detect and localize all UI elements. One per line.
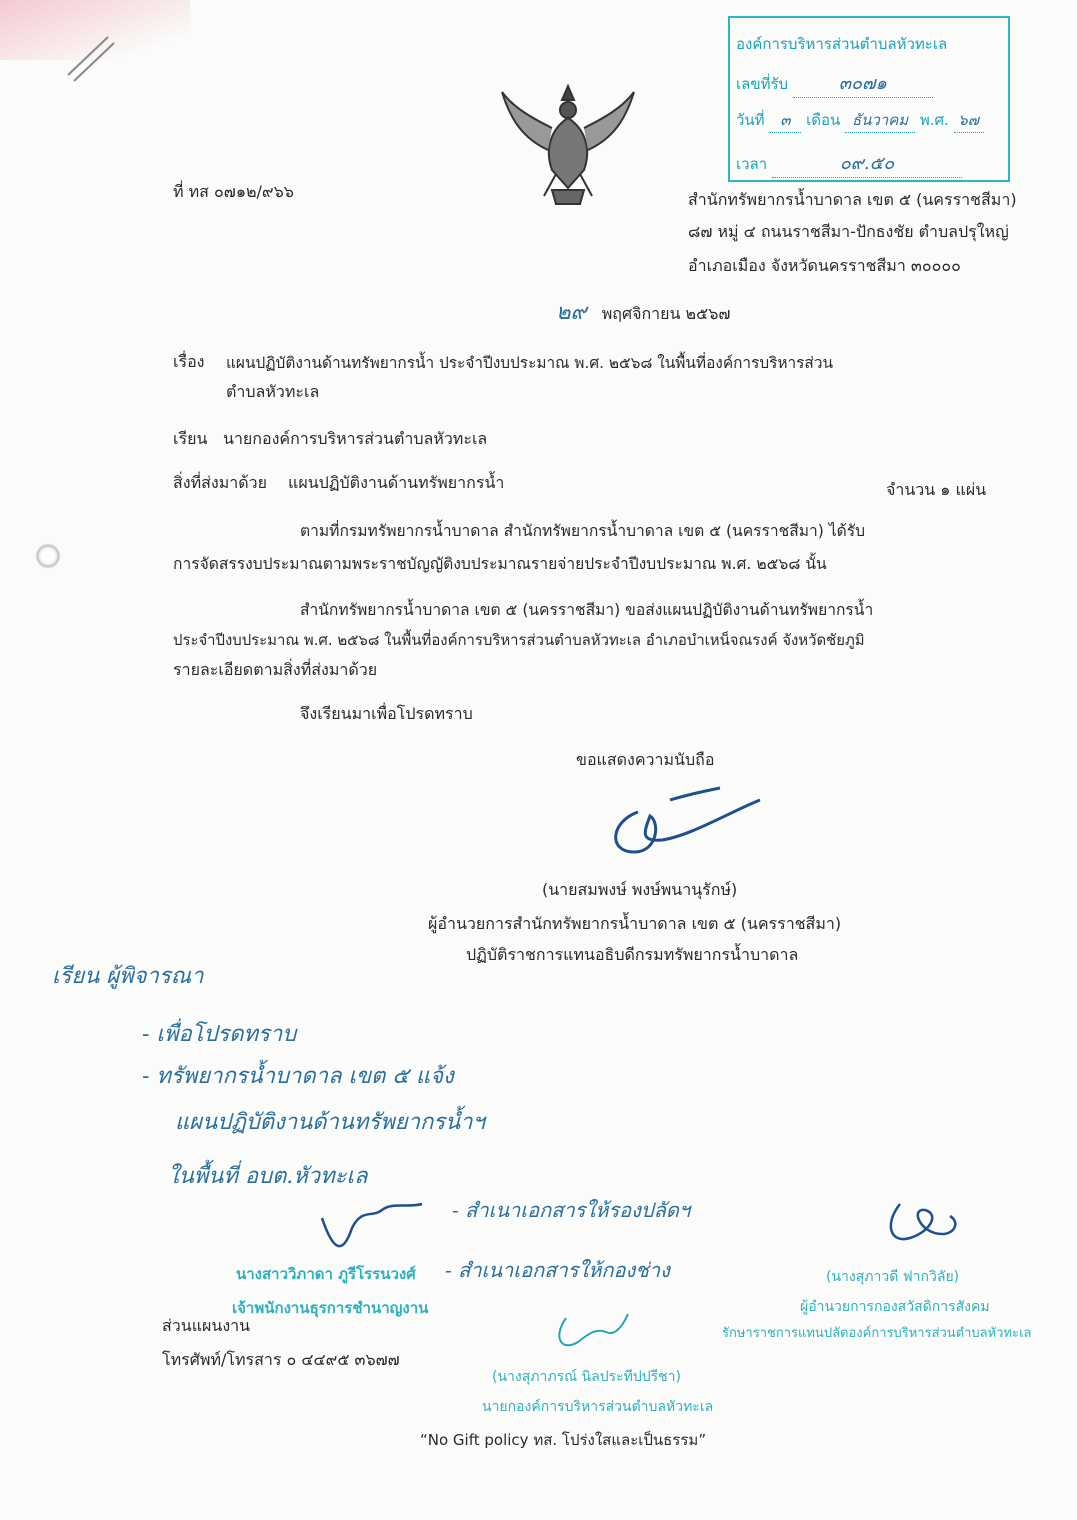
stamp-date-row [736,108,984,133]
receipt-stamp [728,16,1010,182]
stamp-time-value: ๐๙.๕๐ [772,148,962,178]
to-label: เรียน [173,429,208,448]
para3: จึงเรียนมาเพื่อโปรดทราบ [300,704,473,723]
deputy-name: (นางสุภาวดี ฟากวิลัย) [826,1269,960,1285]
para1-line2: การจัดสรรงบประมาณตามพระราชบัญญัติงบประมาณรายจ่ายประจำปีงบประมาณ พ.ศ. ๒๕๖๘ นั้น [173,555,827,573]
para1-line1: ตามที่กรมทรัพยากรน้ำบาดาล สำนักทรัพยากรน้ำบาดาล เขต ๕ (นครราชสีมา) ได้รับ [300,522,866,540]
para2-line1: สำนักทรัพยากรน้ำบาดาล เขต ๕ (นครราชสีมา) ขอส่งแผนปฏิบัติงานด้านทรัพยากรน้ำ [300,601,874,619]
stamp-time-label: เวลา [736,155,768,173]
clerk-title: เจ้าพนักงานธุรการชำนาญงาน [232,1299,429,1317]
handwritten-note-line2: - เพื่อโปรดทราบ [142,1022,297,1047]
handwritten-note-line3: - ทรัพยากรน้ำบาดาล เขต ๕ แจ้ง [142,1064,454,1089]
enclosure-value: แผนปฏิบัติงานด้านทรัพยากรน้ำ [288,473,505,492]
sender-address-line2: ๘๗ หมู่ ๔ ถนนราชสีมา-ปักธงชัย ตำบลปรุใหญ่ [688,222,1009,241]
deputy-title2: รักษาราชการแทนปลัดองค์การบริหารส่วนตำบลหัวทะเล [722,1326,1032,1341]
stamp-time-row [736,148,962,178]
department: ส่วนแผนงาน [162,1316,251,1335]
subject-label: เรื่อง [173,352,205,371]
punch-hole [37,545,59,567]
routing-note-line1: - สำเนาเอกสารให้รองปลัดฯ [452,1198,691,1222]
mayor-title: นายกองค์การบริหารส่วนตำบลหัวทะเล [482,1399,714,1415]
handwritten-note-line4: แผนปฏิบัติงานด้านทรัพยากรน้ำฯ [175,1110,485,1135]
stamp-receipt-row [736,68,933,98]
sender-address-line1: สำนักทรัพยากรน้ำบาดาล เขต ๕ (นครราชสีมา) [688,190,1017,209]
signer-title1: ผู้อำนวยการสำนักทรัพยากรน้ำบาดาล เขต ๕ (นครราชสีมา) [428,914,842,933]
stamp-month-value: ธันวาคม [845,108,915,133]
footer-slogan: “No Gift policy ทส. โปร่งใสและเป็นธรรม” [420,1431,707,1449]
letter-date [556,294,730,329]
enclosure-label: สิ่งที่ส่งมาด้วย [173,473,267,492]
stamp-year-value: ๖๗ [954,108,984,133]
signer-name: (นายสมพงษ์ พงษ์พนานุรักษ์) [542,880,738,899]
garuda-emblem [492,78,644,208]
mayor-signature [548,1298,638,1358]
stamp-month-label: เดือน [806,111,841,129]
stamp-date-label: วันที่ [736,111,765,129]
enclosure-count: จำนวน ๑ แผ่น [886,480,987,499]
staple-marks [60,25,120,85]
clerk-name: นางสาววิภาดา ภูรีโรรนวงศ์ [236,1265,416,1283]
clerk-signature [312,1198,432,1258]
sender-address-line3: อำเภอเมือง จังหวัดนครราชสีมา ๓๐๐๐๐ [688,256,961,275]
stamp-date-day: ๓ [769,108,801,133]
closing: ขอแสดงความนับถือ [576,750,715,769]
to-value: นายกองค์การบริหารส่วนตำบลหัวทะเล [223,429,488,448]
letter-date-day: ๒๙ [556,300,587,325]
director-signature [600,782,770,862]
handwritten-note-line5: ในพื้นที่ อบต.หัวทะเล [168,1164,368,1189]
signer-title2: ปฏิบัติราชการแทนอธิบดีกรมทรัพยากรน้ำบาดาล [466,945,799,964]
para2-line2: ประจำปีงบประมาณ พ.ศ. ๒๕๖๘ ในพื้นที่องค์การบริหารส่วนตำบลหัวทะเล อำเภอบำเหน็จณรงค์ จังหวัดชัยภูมิ [173,631,865,649]
reference-number: ที่ ทส ๐๗๑๒/๙๖๖ [173,182,294,201]
subject-line1: แผนปฏิบัติงานด้านทรัพยากรน้ำ ประจำปีงบประมาณ พ.ศ. ๒๕๖๘ ในพื้นที่องค์การบริหารส่วน [226,354,833,372]
para2-line3: รายละเอียดตามสิ่งที่ส่งมาด้วย [173,660,378,679]
phone: โทรศัพท์/โทรสาร ๐ ๔๔๙๕ ๓๖๗๗ [162,1350,400,1369]
letter-date-rest: พฤศจิกายน ๒๕๖๗ [601,304,731,323]
stamp-year-label: พ.ศ. [919,111,949,129]
routing-note-line2: - สำเนาเอกสารให้กองช่าง [445,1258,670,1282]
stamp-receipt-label: เลขที่รับ [736,75,789,93]
stamp-org: องค์การบริหารส่วนตำบลหัวทะเล [736,35,948,53]
mayor-name: (นางสุภาภรณ์ นิลประทีปปรีชา) [492,1369,681,1385]
stamp-receipt-no: ๓๐๗๑ [793,68,933,98]
subject-line2: ตำบลหัวทะเล [226,382,320,401]
deputy-signature [880,1194,970,1254]
deputy-title1: ผู้อำนวยการกองสวัสดิการสังคม [800,1299,990,1315]
handwritten-note-line1: เรียน ผู้พิจารณา [52,964,204,989]
